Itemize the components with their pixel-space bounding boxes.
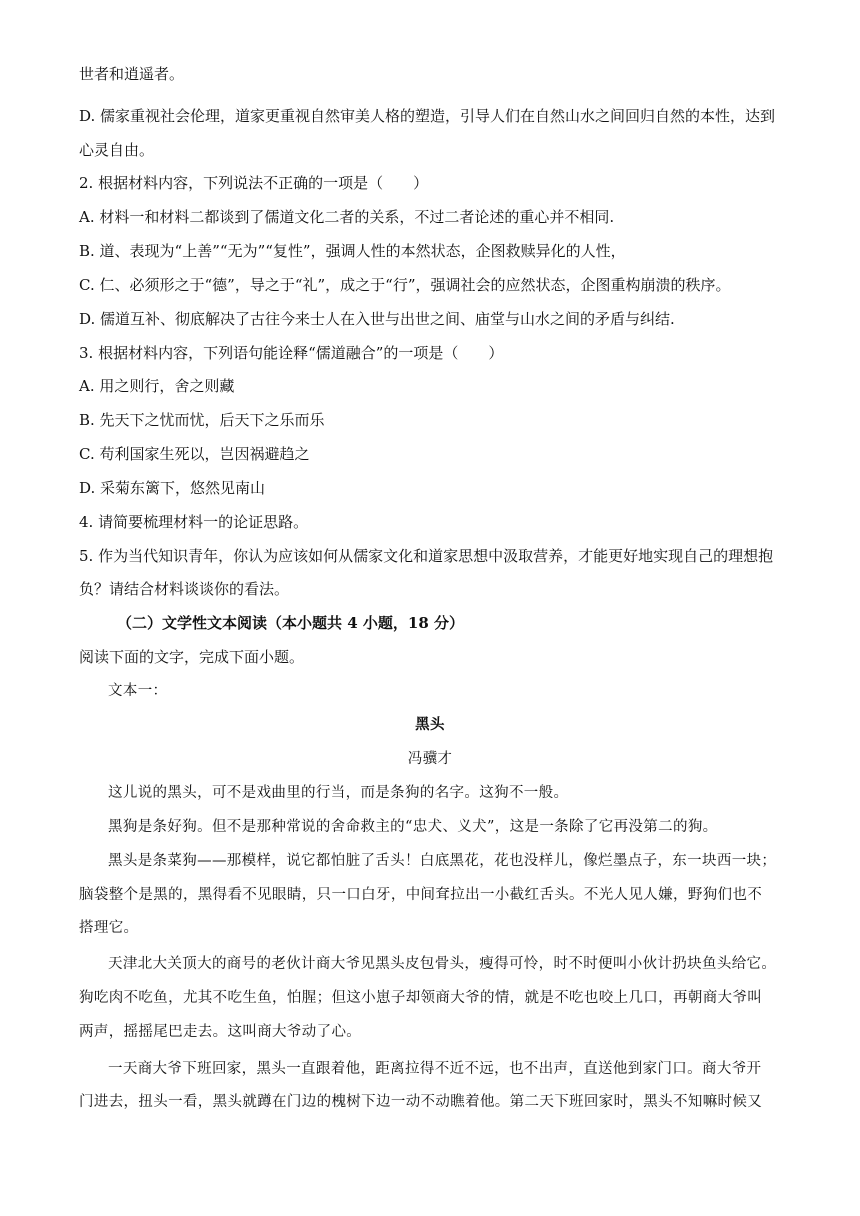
paragraph-line: 两声，摇摇尾巴走去。这叫商大爷动了心。 bbox=[79, 1024, 362, 1040]
section-heading: （二）文学性文本阅读（本小题共 4 小题，18 分） bbox=[117, 614, 464, 632]
question-2: 2. 根据材料内容，下列说法不正确的一项是（ ） bbox=[79, 174, 429, 192]
option-c: C. 苟利国家生死以，岂因祸避趋之 bbox=[79, 445, 310, 463]
paragraph-line: 天津北大关顶大的商号的老伙计商大爷见黑头皮包骨头，瘦得可怜，时不时便叫小伙计扔块鱼头给它。 bbox=[108, 956, 777, 972]
text-line: 心灵自由。 bbox=[79, 141, 155, 159]
option-b: B. 道、表现为“上善”“无为”“复性”，强调人性的本然状态，企图救赎异化的人性， bbox=[79, 242, 626, 260]
question-4: 4. 请简要梳理材料一的论证思路。 bbox=[79, 513, 309, 531]
option-a: A. 材料一和材料二都谈到了儒道文化二者的关系，不过二者论述的重心并不相同. bbox=[79, 208, 615, 226]
paragraph-line: 一天商大爷下班回家，黑头一直跟着他，距离拉得不近不远，也不出声，直送他到家门口。商大爷开 bbox=[108, 1061, 762, 1077]
paragraph-line: 门进去，扭头一看，黑头就蹲在门边的槐树下边一动不动瞧着他。第二天下班回家时，黑头不知嘛时候又 bbox=[79, 1094, 763, 1110]
paragraph-line: 搭理它。 bbox=[79, 920, 139, 936]
option-d: D. 儒道互补、彻底解决了古往今来士人在入世与出世之间、庙堂与山水之间的矛盾与纠结. bbox=[79, 310, 675, 328]
paragraph-line: 这儿说的黑头，可不是戏曲里的行当，而是条狗的名字。这狗不一般。 bbox=[108, 785, 569, 801]
option-c: C. 仁、必须形之于“德”，导之于“礼”，成之于“行”，强调社会的应然状态，企图重构崩溃的秩序。 bbox=[79, 276, 731, 294]
option-d: D. 采菊东篱下，悠然见南山 bbox=[79, 479, 266, 497]
paragraph-line: 狗吃肉不吃鱼，尤其不吃生鱼，怕腥；但这小崽子却领商大爷的情，就是不吃也咬上几口，再朝商大爷叫 bbox=[79, 990, 763, 1006]
story-author: 冯骥才 bbox=[407, 751, 453, 767]
text-line: 负？请结合材料谈谈你的看法。 bbox=[79, 580, 290, 598]
paragraph-line: 黑狗是条好狗。但不是那种常说的舍命救主的“忠犬、义犬”，这是一条除了它再没第二的狗。 bbox=[108, 819, 718, 835]
question-5: 5. 作为当代知识青年，你认为应该如何从儒家文化和道家思想中汲取营养，才能更好地实现自己的理想抱 bbox=[79, 547, 774, 565]
paragraph-line: 脑袋整个是黑的，黑得看不见眼睛，只一口白牙，中间耷拉出一小截红舌头。不光人见人嫌，野狗们也不 bbox=[79, 887, 763, 903]
option-b: B. 先天下之忧而忧，后天下之乐而乐 bbox=[79, 411, 325, 429]
text-label: 文本一： bbox=[108, 683, 168, 699]
paragraph-line: 黑头是条菜狗——那模样，说它都怕脏了舌头！白底黑花，花也没样儿，像烂墨点子，东一块西一块； bbox=[108, 853, 777, 869]
instruction: 阅读下面的文字，完成下面小题。 bbox=[79, 648, 305, 666]
question-3: 3. 根据材料内容，下列语句能诠释“儒道融合”的一项是（ ） bbox=[79, 344, 504, 362]
text-line: 世者和逍遥者。 bbox=[79, 65, 185, 83]
option-d: D. 儒家重视社会伦理，道家更重视自然审美人格的塑造，引导人们在自然山水之间回归自然的本性，达到 bbox=[79, 107, 776, 125]
story-title: 黑头 bbox=[415, 716, 445, 733]
option-a: A. 用之则行，舍之则藏 bbox=[79, 377, 235, 395]
